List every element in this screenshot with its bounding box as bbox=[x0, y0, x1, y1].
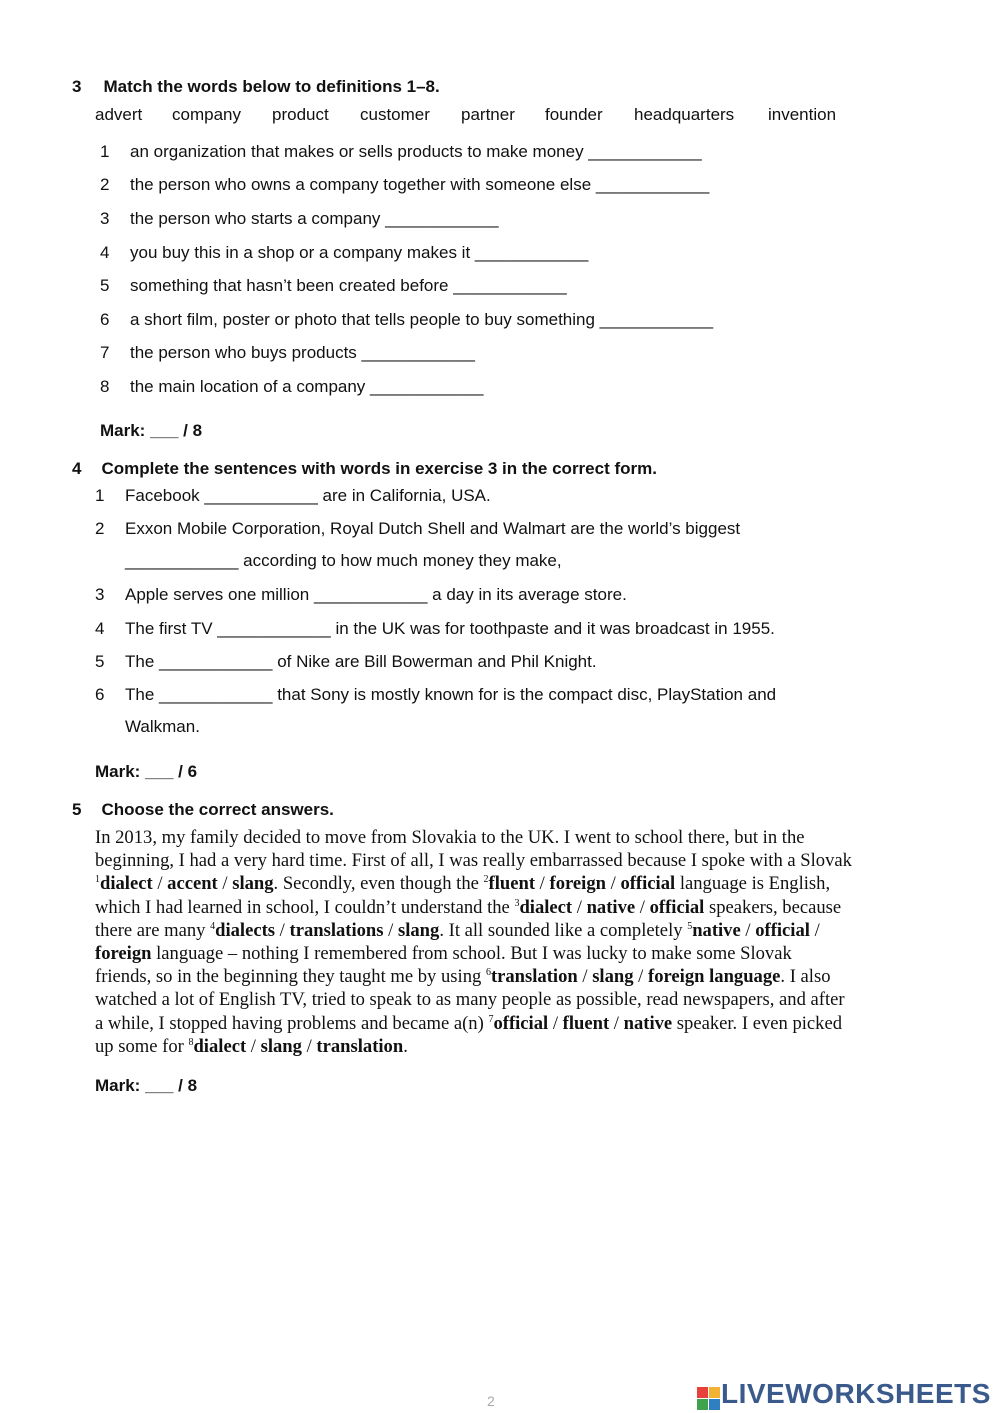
passage-line: a while, I stopped having problems and became a(n) $^7$official / fluent / native speaker. I even picked bbox=[95, 1012, 843, 1034]
ex3-item bbox=[100, 310, 713, 330]
ex3-number: 3 bbox=[72, 77, 82, 96]
ex5-instruction: Choose the correct answers. bbox=[101, 800, 334, 819]
item-number: 1 bbox=[95, 486, 105, 505]
passage-line: which I had learned in school, I couldn’t understand the $^3$dialect / native / official speakers, because bbox=[95, 896, 842, 918]
option-3c[interactable]: official bbox=[649, 896, 705, 918]
passage-line bbox=[95, 849, 975, 872]
option-7a[interactable]: official bbox=[493, 1012, 549, 1034]
option-4b[interactable]: translations bbox=[289, 919, 384, 941]
item-number: 7 bbox=[100, 343, 110, 362]
ex3-item bbox=[100, 343, 475, 363]
item-text[interactable]: an organization that makes or sells products to make money ____________ bbox=[130, 142, 702, 161]
option-2b[interactable]: foreign bbox=[549, 873, 606, 895]
item-text[interactable]: a short film, poster or photo that tells people to buy something ____________ bbox=[130, 310, 714, 329]
item-text[interactable]: The first TV ____________ in the UK was for toothpaste and it was broadcast in 1955. bbox=[125, 619, 775, 638]
option-8a[interactable]: dialect bbox=[193, 1035, 247, 1057]
ex4-item bbox=[95, 652, 597, 672]
ex3-item bbox=[100, 142, 702, 162]
word-bank-item: partner bbox=[461, 105, 515, 124]
passage-text: up some for bbox=[95, 1035, 189, 1057]
option-6b[interactable]: slang bbox=[592, 966, 634, 988]
option-8c[interactable]: translation bbox=[316, 1035, 404, 1057]
gap-number: 2 bbox=[483, 874, 489, 886]
passage-text: there are many bbox=[95, 919, 211, 941]
ex3-item bbox=[100, 377, 483, 397]
gap-number: 5 bbox=[687, 920, 693, 932]
item-text[interactable]: The ____________ that Sony is mostly known for is the compact disc, PlayStation and bbox=[125, 685, 777, 704]
ex4-heading bbox=[72, 459, 657, 479]
item-number: 3 bbox=[95, 585, 105, 604]
gap-number: 6 bbox=[485, 967, 491, 979]
ex4-mark: Mark: ___ / 6 bbox=[95, 762, 198, 781]
item-text[interactable]: you buy this in a shop or a company makes it ____________ bbox=[130, 243, 589, 262]
word-bank-item: customer bbox=[360, 105, 430, 124]
item-text[interactable]: something that hasn’t been created before ____________ bbox=[130, 276, 567, 295]
option-6c[interactable]: foreign language bbox=[648, 966, 781, 988]
ex3-heading bbox=[72, 77, 440, 97]
passage-text: beginning, I had a very hard time. First of all, I was really embarrassed because I spoke with a Slovak bbox=[95, 850, 852, 872]
option-4a[interactable]: dialects bbox=[215, 919, 276, 941]
passage-text: which I had learned in school, I couldn’t understand the bbox=[95, 896, 515, 918]
ex3-item bbox=[100, 175, 709, 195]
passage-text: . It all sounded like a completely bbox=[439, 919, 688, 941]
ex5-number: 5 bbox=[72, 800, 82, 819]
passage-line: friends, so in the beginning they taught me by using $^6$translation / slang / foreign language. I also bbox=[95, 966, 831, 988]
passage-line bbox=[95, 942, 975, 965]
option-7b[interactable]: fluent bbox=[562, 1012, 610, 1034]
item-text[interactable]: the person who owns a company together with someone else ____________ bbox=[130, 175, 710, 194]
ex4-item bbox=[95, 619, 775, 639]
passage-text: . bbox=[403, 1035, 408, 1057]
word-bank-item: invention bbox=[768, 105, 837, 124]
ex4-item bbox=[95, 519, 740, 539]
item-text[interactable]: Apple serves one million ____________ a day in its average store. bbox=[125, 585, 627, 604]
passage-text: language is English, bbox=[675, 873, 831, 895]
ex4-item-continuation[interactable]: ____________ according to how much money they make, bbox=[125, 551, 562, 570]
item-number: 3 bbox=[100, 209, 110, 228]
ex4-item bbox=[95, 685, 776, 705]
passage-line: up some for $^8$dialect / slang / translation. bbox=[95, 1035, 408, 1057]
passage-text: a while, I stopped having problems and became a(n) bbox=[95, 1012, 489, 1034]
gap-number: 8 bbox=[188, 1036, 194, 1048]
option-5b[interactable]: official bbox=[755, 919, 810, 941]
word-bank-item: advert bbox=[95, 105, 143, 124]
option-3b[interactable]: native bbox=[586, 896, 636, 918]
gap-number: 4 bbox=[210, 920, 216, 932]
item-text[interactable]: the person who buys products ____________ bbox=[130, 343, 475, 362]
word-bank-item: company bbox=[172, 105, 241, 124]
passage-text: . Secondly, even though the bbox=[273, 873, 484, 895]
ex5-mark: Mark: ___ / 8 bbox=[95, 1076, 198, 1095]
item-number: 6 bbox=[100, 310, 110, 329]
option-8b[interactable]: slang bbox=[260, 1035, 302, 1057]
ex3-item bbox=[100, 209, 499, 229]
ex3-item bbox=[100, 243, 588, 263]
passage-line: $^1$dialect / accent / slang. Secondly, even though the $^2$fluent / foreign / official language is English, bbox=[95, 873, 831, 895]
item-text[interactable]: the person who starts a company ____________ bbox=[130, 209, 499, 228]
ex3-item bbox=[100, 276, 567, 296]
ex3-mark: Mark: ___ / 8 bbox=[100, 421, 203, 440]
ex3-instruction: Match the words below to definitions 1–8. bbox=[103, 77, 440, 96]
passage-text: . I also bbox=[780, 966, 831, 988]
option-1b[interactable]: accent bbox=[167, 873, 218, 895]
option-4c[interactable]: slang bbox=[397, 919, 440, 941]
passage-line bbox=[95, 826, 975, 849]
item-number: 2 bbox=[95, 519, 105, 538]
passage-text: In 2013, my family decided to move from Slovakia to the UK. I went to school there, but in the bbox=[95, 827, 805, 848]
item-text: Exxon Mobile Corporation, Royal Dutch Shell and Walmart are the world’s biggest bbox=[125, 519, 741, 538]
option-1c[interactable]: slang bbox=[232, 873, 274, 895]
option-5c[interactable]: foreign bbox=[95, 943, 152, 965]
option-2a[interactable]: fluent bbox=[488, 873, 536, 895]
logo-icon bbox=[697, 1387, 721, 1411]
item-number: 1 bbox=[100, 142, 110, 161]
passage-text: speakers, because bbox=[704, 896, 842, 918]
gap-number: 3 bbox=[514, 897, 520, 909]
gap-number: 1 bbox=[95, 874, 100, 886]
passage-text: speaker. I even picked bbox=[672, 1012, 843, 1034]
word-bank-item: founder bbox=[545, 105, 603, 124]
option-6a[interactable]: translation bbox=[490, 966, 578, 988]
logo-text: LIVEWORKSHEETS bbox=[721, 1378, 991, 1409]
ex4-item bbox=[95, 486, 491, 506]
word-bank-item: product bbox=[272, 105, 329, 124]
item-text[interactable]: the main location of a company ____________ bbox=[130, 377, 484, 396]
word-bank-item: headquarters bbox=[634, 105, 735, 124]
item-text[interactable]: The ____________ of Nike are Bill Bowerman and Phil Knight. bbox=[125, 652, 597, 671]
ex4-item bbox=[95, 585, 627, 605]
item-number: 2 bbox=[100, 175, 110, 194]
item-number: 4 bbox=[100, 243, 110, 262]
passage-line bbox=[95, 988, 975, 1011]
item-number: 5 bbox=[100, 276, 110, 295]
ex4-number: 4 bbox=[72, 459, 82, 478]
passage-text: friends, so in the beginning they taught me by using bbox=[95, 966, 486, 988]
passage-text: watched a lot of English TV, tried to speak to as many people as possible, read newspapers, and after bbox=[95, 989, 845, 1011]
ex5-passage bbox=[95, 826, 975, 1058]
ex4-instruction: Complete the sentences with words in exercise 3 in the correct form. bbox=[101, 459, 657, 478]
item-text[interactable]: Facebook ____________ are in California, USA. bbox=[125, 486, 491, 505]
option-7c[interactable]: native bbox=[623, 1012, 673, 1034]
passage-line: there are many $^4$dialects / translations / slang. It all sounded like a completely $^5$native / official / bbox=[95, 919, 820, 941]
item-number: 5 bbox=[95, 652, 105, 671]
option-3a[interactable]: dialect bbox=[519, 896, 573, 918]
option-5a[interactable]: native bbox=[692, 919, 741, 941]
item-number: 8 bbox=[100, 377, 110, 396]
option-1a[interactable]: dialect bbox=[100, 873, 153, 895]
ex5-heading bbox=[72, 800, 334, 820]
page-number: 2 bbox=[487, 1393, 495, 1409]
item-number: 4 bbox=[95, 619, 105, 638]
liveworksheets-logo[interactable] bbox=[697, 1378, 991, 1411]
passage-text: language – nothing I remembered from school. But I was lucky to make some Slovak bbox=[151, 943, 792, 965]
item-number: 6 bbox=[95, 685, 105, 704]
option-2c[interactable]: official bbox=[620, 873, 676, 895]
ex4-item-continuation: Walkman. bbox=[125, 717, 200, 736]
gap-number: 7 bbox=[488, 1013, 494, 1025]
